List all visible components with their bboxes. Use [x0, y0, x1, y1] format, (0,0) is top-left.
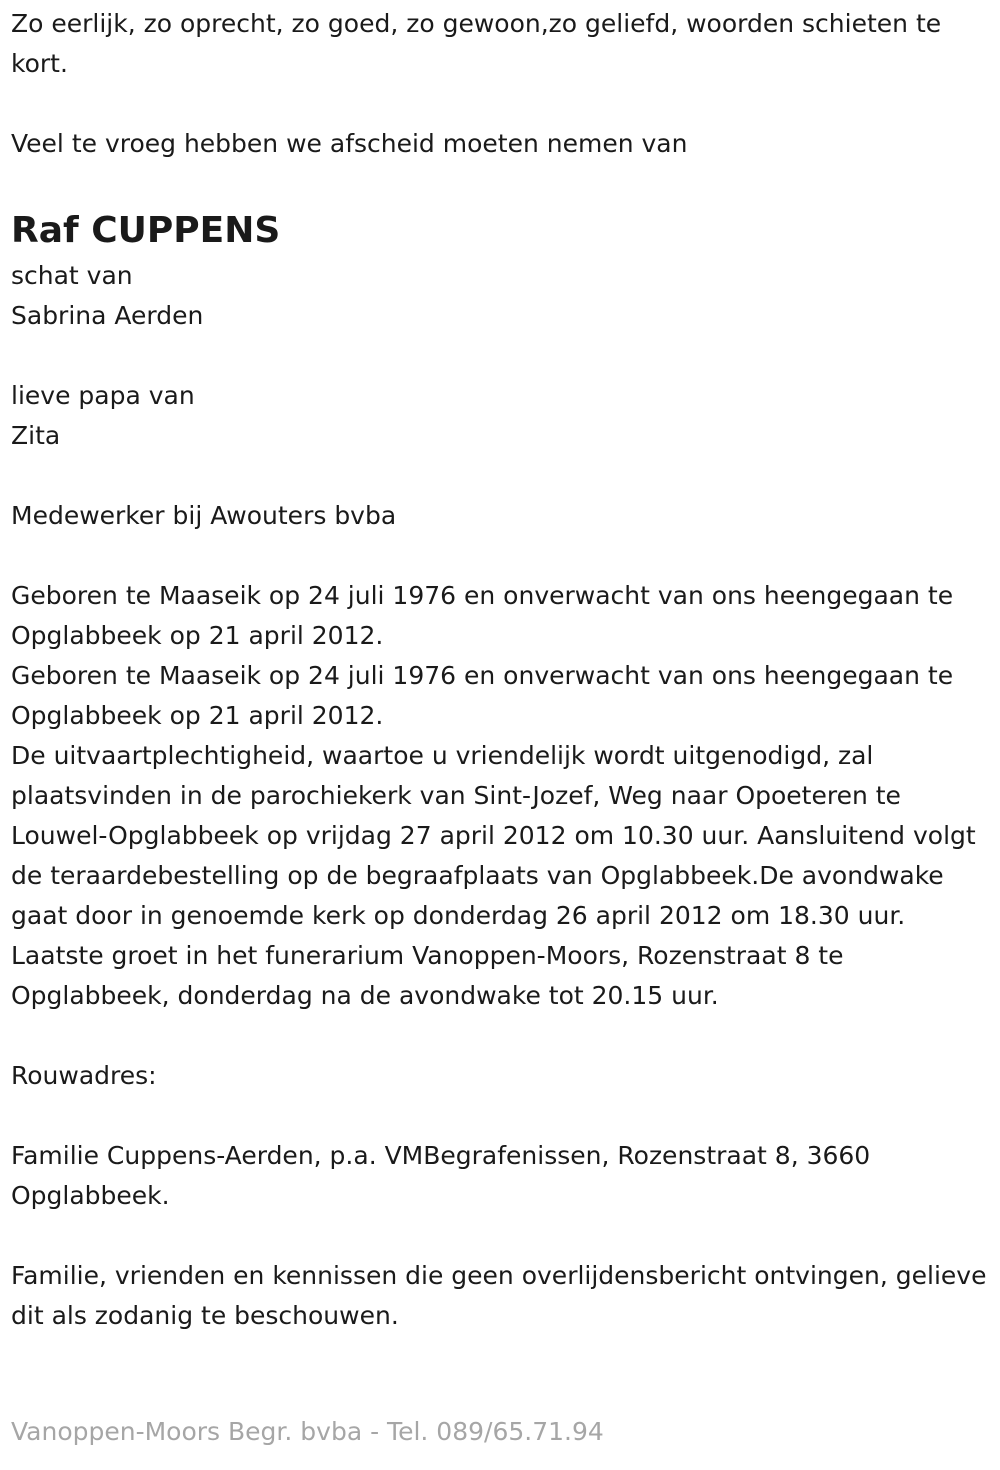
child-name: Zita — [11, 421, 61, 450]
announcement-text: Veel te vroeg hebben we afscheid moeten nemen van — [11, 129, 688, 158]
spacer — [11, 456, 989, 496]
partner-label: schat van — [11, 261, 133, 290]
ceremony-text: De uitvaartplechtigheid, waartoe u vriendelijk wordt uitgenodigd, zal plaatsvinden in de parochiekerk van Sint-Jozef, Weg naar Opoeteren te Louwel-Opglabbeek op vrijdag 27 april 2012 om 10.30 uur. Aansluitend volgt de teraardebestelling op de begraafplaats van Opglabbeek.De avondwake gaat door in genoemde kerk op donderdag 26 april 2012 om 18.30 uur. — [11, 741, 976, 930]
intro-quote: Zo eerlijk, zo oprecht, zo goed, zo gewoon,zo geliefd, woorden schieten te kort. — [11, 9, 942, 78]
spacer — [11, 84, 989, 124]
birth-death-text-repeat: Geboren te Maaseik op 24 juli 1976 en onverwacht van ons heengegaan te Opglabbeek op 21 april 2012. — [11, 661, 954, 730]
birth-death-text: Geboren te Maaseik op 24 juli 1976 en onverwacht van ons heengegaan te Opglabbeek op 21 april 2012. — [11, 581, 954, 650]
mourning-address: Familie Cuppens-Aerden, p.a. VMBegrafenissen, Rozenstraat 8, 3660 Opglabbeek. — [11, 1141, 871, 1210]
deceased-name: Raf CUPPENS — [11, 210, 281, 251]
closing-text: Familie, vrienden en kennissen die geen overlijdensbericht ontvingen, gelieve dit als zodanig te beschouwen. — [11, 1261, 987, 1330]
spacer — [11, 536, 989, 576]
funeral-home-footer: Vanoppen-Moors Begr. bvba - Tel. 089/65.71.94 — [11, 1417, 604, 1446]
child-label: lieve papa van — [11, 381, 195, 410]
spacer — [11, 1096, 989, 1136]
occupation-text: Medewerker bij Awouters bvba — [11, 501, 397, 530]
spacer — [11, 1016, 989, 1056]
spacer — [11, 1216, 989, 1256]
spacer — [11, 164, 989, 204]
spacer — [11, 336, 989, 376]
last-greeting-text: Laatste groet in het funerarium Vanoppen-Moors, Rozenstraat 8 te Opglabbeek, donderdag na de avondwake tot 20.15 uur. — [11, 941, 844, 1010]
mourning-address-label: Rouwadres: — [11, 1061, 157, 1090]
partner-name: Sabrina Aerden — [11, 301, 204, 330]
